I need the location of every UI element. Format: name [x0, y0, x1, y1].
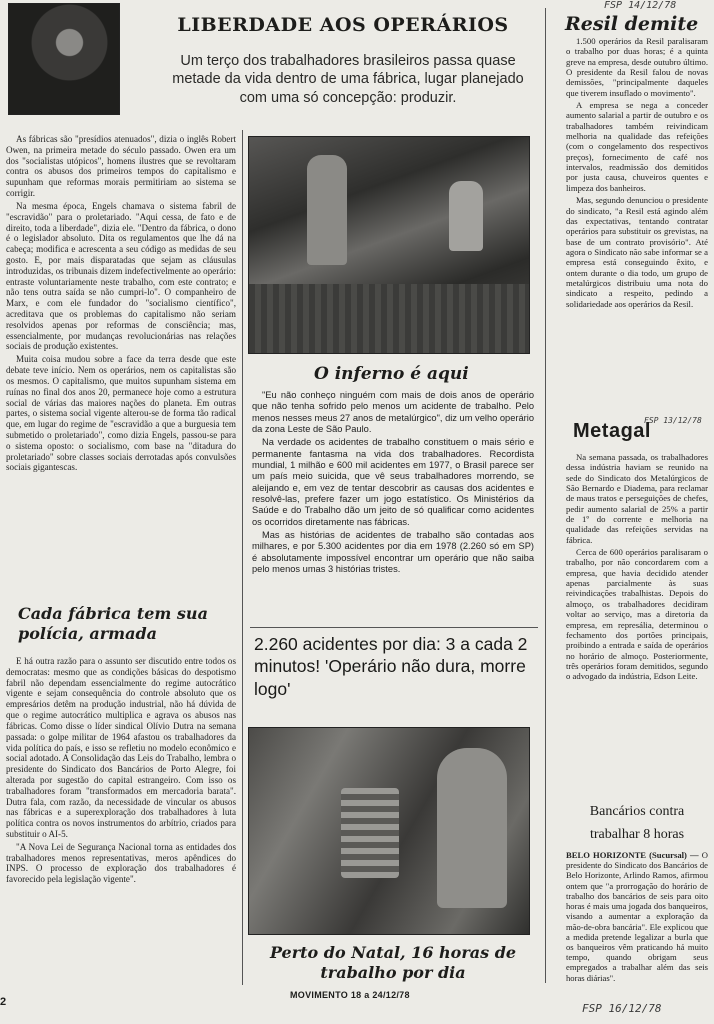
bancarios-text: O presidente do Sindicato dos Bancários de Belo Horizonte, Arlindo Ramos, afirmou ontem que "a prorrogação do horário de trabalho dos bancários de seis para oito horas é mais uma jogada dos banqueiros, visando a aumentar a exploração da mão-de-obra bancária". Ele explicou que a medida pretende legalizar a burla que os banqueiros vêm praticando há muito tempo, quando obrigam seus empregados a trabalhar além das seis horas diárias".: [566, 850, 708, 983]
resil-paragraph: Mas, segundo denunciou o presidente do sindicato, "a Resil está agindo além das expectativas, tentando contratar operários para substituir os grevistas, na base de um contrato provisório". Até agora o Sindicato não sabe informar se a empresa está conseguindo êxito, e ontem durante o dia todo, um grupo de metalúrgicos distribuiu uma nota do sindicato a respeito, pedindo a solidariedade aos operários da Resil.: [566, 195, 708, 309]
center-subhead: O inferno é aqui: [314, 364, 469, 384]
col1-paragraph-2: E há outra razão para o assunto ser discutido entre todos os democratas: mesmo que as condições básicas do despotismo fabril não dependam essencialmente do regime autocrático vigente e sejam consequência do controle absoluto que os empresários detêm na produção industrial, não há dúvida de que o regime autocrático multiplica e agrava os abusos nas fábricas. Como disse o líder sindical Olívio Dutra na semana passada: o golpe militar de 1964 afastou os trabalhadores da vida política do país, e isso se refletiu no modelo econômico e social adotado. A Consolidação das Leis do Trabalho, lembra o presidente do Sindicato dos Bancários de Porto Alegre, foi alterada por sugestão do capital estrangeiro. Com isso os trabalhadores foram "transformados em mercadoria barata". Dutra fala, com razão, da necessidade de vincular os abusos nas fábricas e a superexploração dos trabalhadores à luta política contra os novos instrumentos do arbítrio, criados para substituir o AI-5.: [6, 656, 236, 839]
resil-body: [566, 36, 708, 311]
worker-portrait-photo: [8, 3, 120, 115]
col1-paragraph: Muita coisa mudou sobre a face da terra desde que este debate teve início. Nem os operários, nem os capitalistas são os mesmos. O capitalismo, que muitos supunham sistema em ruínas no final dos anos 20, permanece hoje como a estrutura social de várias das maiores nações do planeta. Em outras partes, o sistema social vigente alterou-se de forma tão radical que, em lugar do regime de "escravidão a que a burguesia tem submetido o proletariado", como dizia Engels, passou-se para o sistema oposto: o socialismo, com base na "ditadura do proletariado" sobre classes sociais derrotadas após convulsões sociais gigantescas.: [6, 354, 236, 473]
center-paragraph: Mas as histórias de acidentes de trabalho são contadas aos milhares, e por 5.300 acidentes por dia em 1978 (2.260 só em SP) é absolutamente impossível encontrar um operário que não saiba pelo menos umas 3 histórias tristes.: [252, 529, 534, 574]
bancarios-dateline: BELO HORIZONTE (Sucursal) —: [566, 850, 699, 860]
main-headline: LIBERDADE AOS OPERÁRIOS: [177, 14, 509, 36]
machinery-photo-caption: Perto do Natal, 16 horas de trabalho por dia: [269, 943, 517, 982]
column-1-body-2: [6, 656, 236, 887]
main-dek: Um terço dos trabalhadores brasileiros passa quase metade da vida dentro de uma fábrica, lugar planejado com uma só concepção: produzir.: [172, 53, 524, 106]
center-paragraph: Na verdade os acidentes de trabalho constituem o mais sério e permanente fantasma na vida dos trabalhadores. Recordista mundial, 1 milhão e 600 mil acidentes em 1977, o Brasil parece ser um país meio suicida, que vê seus trabalhadores morrendo, se aleijando e, em vez de tentar descobrir as causas dos acidentes e resolvê-las, prefere fazer um jogo estatístico. Os Ministérios da Saúde e do Trabalho dão um jeito de só qualificar como acidentes os ocorridos diretamente nas fábricas.: [252, 437, 534, 527]
resil-headline: Resil demite: [565, 13, 699, 35]
metagal-handwritten-note: FSP 13/12/78: [644, 416, 702, 425]
top-handwritten-note: FSP 14/12/78: [604, 0, 677, 11]
center-body: [252, 390, 534, 577]
resil-paragraph: A empresa se nega a conceder aumento salarial a partir de outubro e os trabalhadores também reivindicam melhoria na qualidade das refeições (com o congelamento dos respectivos preços), fornecimento de café nos intervalos, readmissão dos demitidos por justa causa, chuveiros quentes e limpeza dos banheiros.: [566, 100, 708, 193]
callout-rule-top: [250, 627, 538, 628]
center-paragraph: "Eu não conheço ninguém com mais de dois anos de operário que não tenha sofrido pelo menos um acidente de trabalho. Pelo menos nesses meus 27 anos de metalúrgico", diz um velho operário da zona Leste de São Paulo.: [252, 390, 534, 434]
factory-workers-photo: [248, 136, 530, 354]
accidents-callout: 2.260 acidentes por dia: 3 a cada 2 minutos! 'Operário não dura, morre logo': [254, 634, 528, 699]
page-number: 2: [0, 996, 7, 1008]
bancarios-headline: Bancários contra trabalhar 8 horas: [589, 804, 685, 843]
metagal-paragraph: Na semana passada, os trabalhadores dessa indústria haviam se reunido na sede do Sindicato dos Metalúrgicos de São Bernardo e Diadema, para reclamar de maus tratos e perseguições de chefes, pedir aumento salarial de 25% a partir de 1º do corrente e melhoria na qualidade das refeições servidas na fábrica.: [566, 452, 708, 545]
col1-subhead: Cada fábrica tem sua polícia, armada: [18, 604, 208, 643]
col1-paragraph: Na mesma época, Engels chamava o sistema fabril de "escravidão" para o proletariado. "Aqui cessa, de fato e de direito, toda a liberdade", dizia ele. "Dentro da fábrica, o dono é o legislador absoluto. Dita os regulamentos que lhe dá na cabeça; modifica e acrescenta a seu código as medidas de seu gosto. E, por mais disparatadas que sejam as cláusulas introduzidas, os tribunais dizem indefectivelmente ao operário: entraste voluntariamente neste trabalho, com este contrato; e não tens outra saída se não cumpri-lo". O companheiro de Marx, e com ele fundador do "socialismo científico", acreditava que os problemas do capitalismo não seriam resolvidos apenas por reformas de consciência; mas, essencialmente, por mudanças revolucionárias nas relações sociais de produção existentes.: [6, 200, 236, 352]
column-1-body: [6, 134, 236, 475]
metagal-headline: Metagal: [573, 420, 651, 442]
col1-paragraph-2: "A Nova Lei de Segurança Nacional torna as entidades dos trabalhadores menos representativas, meros apêndices do INPS. O processo de exploração dos trabalhadores é favorecido pela legislação vigente".: [6, 841, 236, 885]
column-rule-left: [242, 130, 243, 985]
bancarios-body: [566, 850, 708, 985]
page-footer: MOVIMENTO 18 a 24/12/78: [290, 990, 410, 1000]
bottom-handwritten-note: FSP 16/12/78: [582, 1002, 662, 1015]
col1-paragraph: As fábricas são "presídios atenuados", dizia o inglês Robert Owen, na primeira metade do século passado. Owen era um dos "socialistas utópicos", homens ilustres que se revoltaram contra os abusos dos primeiros tempos do capitalismo e supunham que reformas morais permitiriam ao sistema se corrigir.: [6, 134, 236, 199]
metagal-body: [566, 452, 708, 684]
metagal-paragraph: Cerca de 600 operários paralisaram o trabalho, por não concordarem com a empresa, que havia decidido atender apenas parcialmente às suas reivindicações trabalhistas. Depois do almoço, os trabalhadores decidiram voltar ao serviço, mas a diretoria da empresa, em represália, determinou o fechamento dos portões principais, proibindo a entrada e saída de operários no horário de almoço. Posteriormente, três operários foram demitidos, segundo o advogado da indústria, Edson Leite.: [566, 547, 708, 682]
factory-machinery-photo: [248, 727, 530, 935]
column-rule-right: [545, 8, 546, 983]
resil-paragraph: 1.500 operários da Resil paralisaram o trabalho por duas horas; é a quinta greve na empresa, desde outubro último. O presidente da Resil falou de novas demissões, "principalmente daqueles que tiverem insuflado o movimento".: [566, 36, 708, 98]
